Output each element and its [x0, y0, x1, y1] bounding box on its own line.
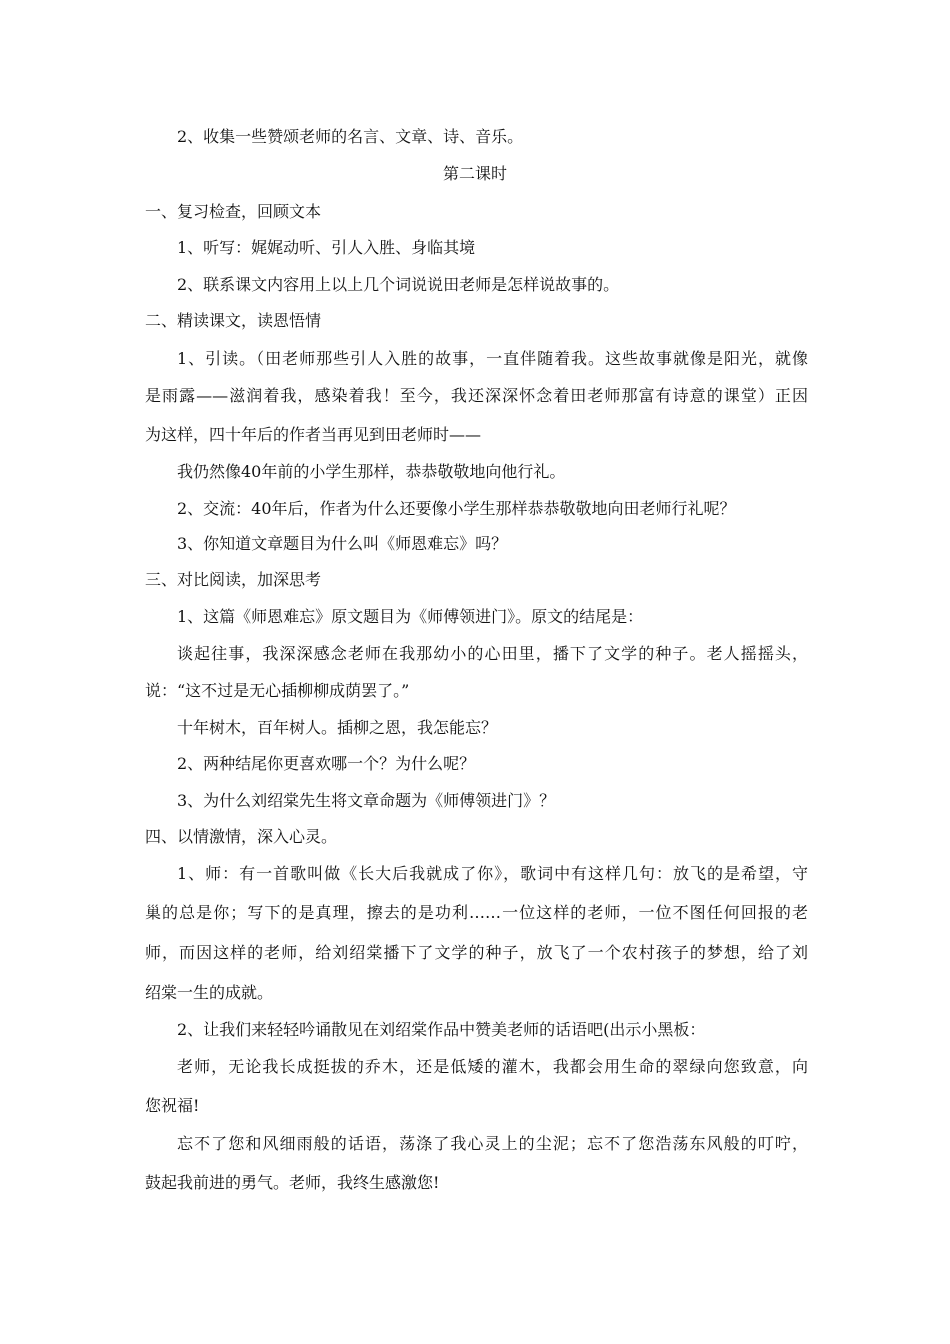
tribute-line-1: 老师，无论我长成挺拔的乔木，还是低矮的灌木，我都会用生命的翠绿向您致意，向 — [177, 1057, 808, 1076]
tribute-line-2: 您祝福! — [145, 1096, 200, 1115]
original-title-item: 1、这篇《师恩难忘》原文题目为《师傅领进门》。原文的结尾是： — [177, 607, 644, 626]
teacher-speech-line-1: 1、师：有一首歌叫做《长大后我就成了你》，歌词中有这样几句：放飞的是希望，守 — [177, 864, 808, 883]
naming-question-item: 3、为什么刘绍棠先生将文章命题为《师傅领进门》？ — [177, 791, 556, 810]
guided-reading-line-2: 是雨露——滋润着我，感染着我！至今，我还深深怀念着田老师那富有诗意的课堂）正因 — [145, 386, 808, 405]
collect-materials-item: 2、收集一些赞颂老师的名言、文章、诗、音乐。 — [177, 127, 524, 146]
lesson-title: 第二课时 — [442, 164, 507, 183]
section-heading-1: 一、复习检查，回顾文本 — [145, 202, 322, 221]
exchange-item: 2、交流：40年后，作者为什么还要像小学生那样恭恭敬敬地向田老师行礼呢？ — [177, 499, 736, 518]
guided-reading-line-3: 为这样，四十年后的作者当再见到田老师时—— — [145, 425, 482, 444]
guided-reading-line-1: 1、引读。（田老师那些引人入胜的故事，一直伴随着我。这些故事就像是阳光，就像 — [177, 349, 808, 368]
teacher-speech-line-2: 巢的总是你；写下的是真理，擦去的是功利……一位这样的老师，一位不图任何回报的老 — [145, 903, 808, 922]
discussion-item: 2、联系课文内容用上以上几个词说说田老师是怎样说故事的。 — [177, 275, 620, 294]
section-heading-3: 三、对比阅读，加深思考 — [145, 570, 322, 589]
teacher-speech-line-3: 师，而因这样的老师，给刘绍棠播下了文学的种子，放飞了一个农村孩子的梦想，给了刘 — [145, 943, 808, 962]
recitation-item: 2、让我们来轻轻吟诵散见在刘绍棠作品中赞美老师的话语吧(出示小黑板： — [177, 1020, 706, 1039]
section-heading-4: 四、以情激情，深入心灵。 — [145, 827, 338, 846]
teacher-speech-line-4: 绍棠一生的成就。 — [145, 983, 274, 1002]
original-ending-line-2: 说：“这不过是无心插柳柳成荫罢了。” — [145, 681, 410, 700]
dictation-item: 1、听写：娓娓动听、引人入胜、身临其境 — [177, 238, 476, 257]
proverb-line: 十年树木，百年树人。插柳之恩，我怎能忘？ — [177, 718, 498, 737]
preference-question-item: 2、两种结尾你更喜欢哪一个？为什么呢？ — [177, 754, 476, 773]
tribute-line-4: 鼓起我前进的勇气。老师，我终生感激您! — [145, 1173, 440, 1192]
tribute-line-3: 忘不了您和风细雨般的话语，荡涤了我心灵上的尘泥；忘不了您浩荡东风般的叮咛， — [177, 1134, 808, 1153]
title-question-item: 3、你知道文章题目为什么叫《师恩难忘》吗？ — [177, 534, 508, 553]
original-ending-line-1: 谈起往事，我深深感念老师在我那幼小的心田里，播下了文学的种子。老人摇摇头， — [177, 644, 808, 663]
section-heading-2: 二、精读课文，读恩悟情 — [145, 311, 322, 330]
quote-line: 我仍然像40年前的小学生那样，恭恭敬敬地向他行礼。 — [177, 462, 566, 481]
